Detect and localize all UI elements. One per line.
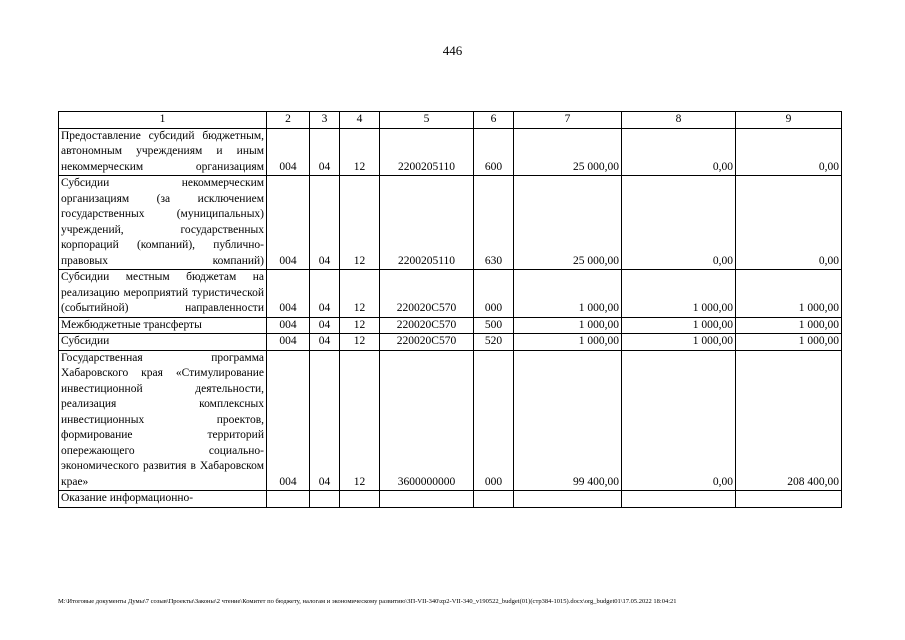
cell-c4: 12 [340, 350, 380, 491]
table-row [59, 317, 842, 334]
cell-c5 [380, 491, 474, 508]
cell-c3: 04 [310, 317, 340, 334]
table-row [59, 128, 842, 176]
cell-c7: 25 000,00 [514, 176, 622, 270]
cell-c9: 208 400,00 [736, 350, 842, 491]
table-row [59, 176, 842, 270]
cell-c4: 12 [340, 334, 380, 351]
cell-c3 [310, 491, 340, 508]
row-name: Государственная программа Хабаровского края «Стимулирование инвестиционной деятельности, реализация комплексных инвестиционных проектов, формирование территорий опережающего социально-экономического развития в Хабаровском крае» [59, 350, 267, 491]
cell-c5: 2200205110 [380, 128, 474, 176]
cell-c7: 1 000,00 [514, 334, 622, 351]
cell-c9: 1 000,00 [736, 270, 842, 318]
table-row [59, 334, 842, 351]
cell-c5: 220020С570 [380, 317, 474, 334]
cell-c6 [474, 491, 514, 508]
table-row [59, 350, 842, 491]
cell-c7: 1 000,00 [514, 270, 622, 318]
cell-c7: 25 000,00 [514, 128, 622, 176]
column-header: 8 [622, 112, 736, 129]
cell-c3: 04 [310, 334, 340, 351]
cell-c8: 0,00 [622, 128, 736, 176]
cell-c9: 1 000,00 [736, 334, 842, 351]
cell-c9 [736, 491, 842, 508]
cell-c9: 0,00 [736, 176, 842, 270]
cell-c4: 12 [340, 176, 380, 270]
cell-c4 [340, 491, 380, 508]
row-name: Субсидии некоммерческим организациям (за исключением государственных (муниципальных) учреждений, государственных корпораций (компаний), публично-правовых компаний) [59, 176, 267, 270]
row-name: Межбюджетные трансферты [59, 317, 267, 334]
column-header: 7 [514, 112, 622, 129]
cell-c2: 004 [267, 128, 310, 176]
cell-c7: 1 000,00 [514, 317, 622, 334]
row-name: Субсидии [59, 334, 267, 351]
cell-c4: 12 [340, 317, 380, 334]
page-number: 446 [442, 43, 463, 58]
column-header: 6 [474, 112, 514, 129]
cell-c2: 004 [267, 176, 310, 270]
column-header: 3 [310, 112, 340, 129]
cell-c5: 220020С570 [380, 334, 474, 351]
row-name: Оказание информационно- [59, 491, 267, 508]
column-header: 5 [380, 112, 474, 129]
cell-c7: 99 400,00 [514, 350, 622, 491]
cell-c6: 520 [474, 334, 514, 351]
column-header: 4 [340, 112, 380, 129]
cell-c5: 3600000000 [380, 350, 474, 491]
cell-c8: 0,00 [622, 350, 736, 491]
cell-c2 [267, 491, 310, 508]
row-name: Субсидии местным бюджетам на реализацию мероприятий туристической (событийной) направленности [59, 270, 267, 318]
column-header: 1 [59, 112, 267, 129]
column-header: 2 [267, 112, 310, 129]
column-header: 9 [736, 112, 842, 129]
cell-c2: 004 [267, 334, 310, 351]
cell-c2: 004 [267, 350, 310, 491]
cell-c8: 1 000,00 [622, 334, 736, 351]
header-row [59, 112, 842, 129]
cell-c8 [622, 491, 736, 508]
cell-c9: 1 000,00 [736, 317, 842, 334]
footer-path: M:\Итоговые документы Думы\7 созыв\Проекты\Законы\2 чтение\Комитет по бюджету, налогам и экономическому развитию\ЗП-VII-340\zp2-VII-340_v190522_budget(01)(стр384-1015).docx\org_budget01\17.05.2022 18:04:21 [58, 598, 677, 605]
cell-c5: 2200205110 [380, 176, 474, 270]
cell-c6: 000 [474, 350, 514, 491]
cell-c4: 12 [340, 270, 380, 318]
cell-c3: 04 [310, 270, 340, 318]
cell-c7 [514, 491, 622, 508]
cell-c6: 630 [474, 176, 514, 270]
row-name: Предоставление субсидий бюджетным, автономным учреждениям и иным некоммерческим организациям [59, 128, 267, 176]
cell-c9: 0,00 [736, 128, 842, 176]
cell-c6: 500 [474, 317, 514, 334]
cell-c6: 000 [474, 270, 514, 318]
cell-c3: 04 [310, 128, 340, 176]
cell-c8: 1 000,00 [622, 270, 736, 318]
cell-c2: 004 [267, 270, 310, 318]
cell-c6: 600 [474, 128, 514, 176]
table-row [59, 491, 842, 508]
cell-c8: 1 000,00 [622, 317, 736, 334]
cell-c3: 04 [310, 350, 340, 491]
cell-c5: 220020С570 [380, 270, 474, 318]
cell-c8: 0,00 [622, 176, 736, 270]
budget-table [58, 111, 842, 508]
cell-c2: 004 [267, 317, 310, 334]
table-row [59, 270, 842, 318]
cell-c4: 12 [340, 128, 380, 176]
cell-c3: 04 [310, 176, 340, 270]
